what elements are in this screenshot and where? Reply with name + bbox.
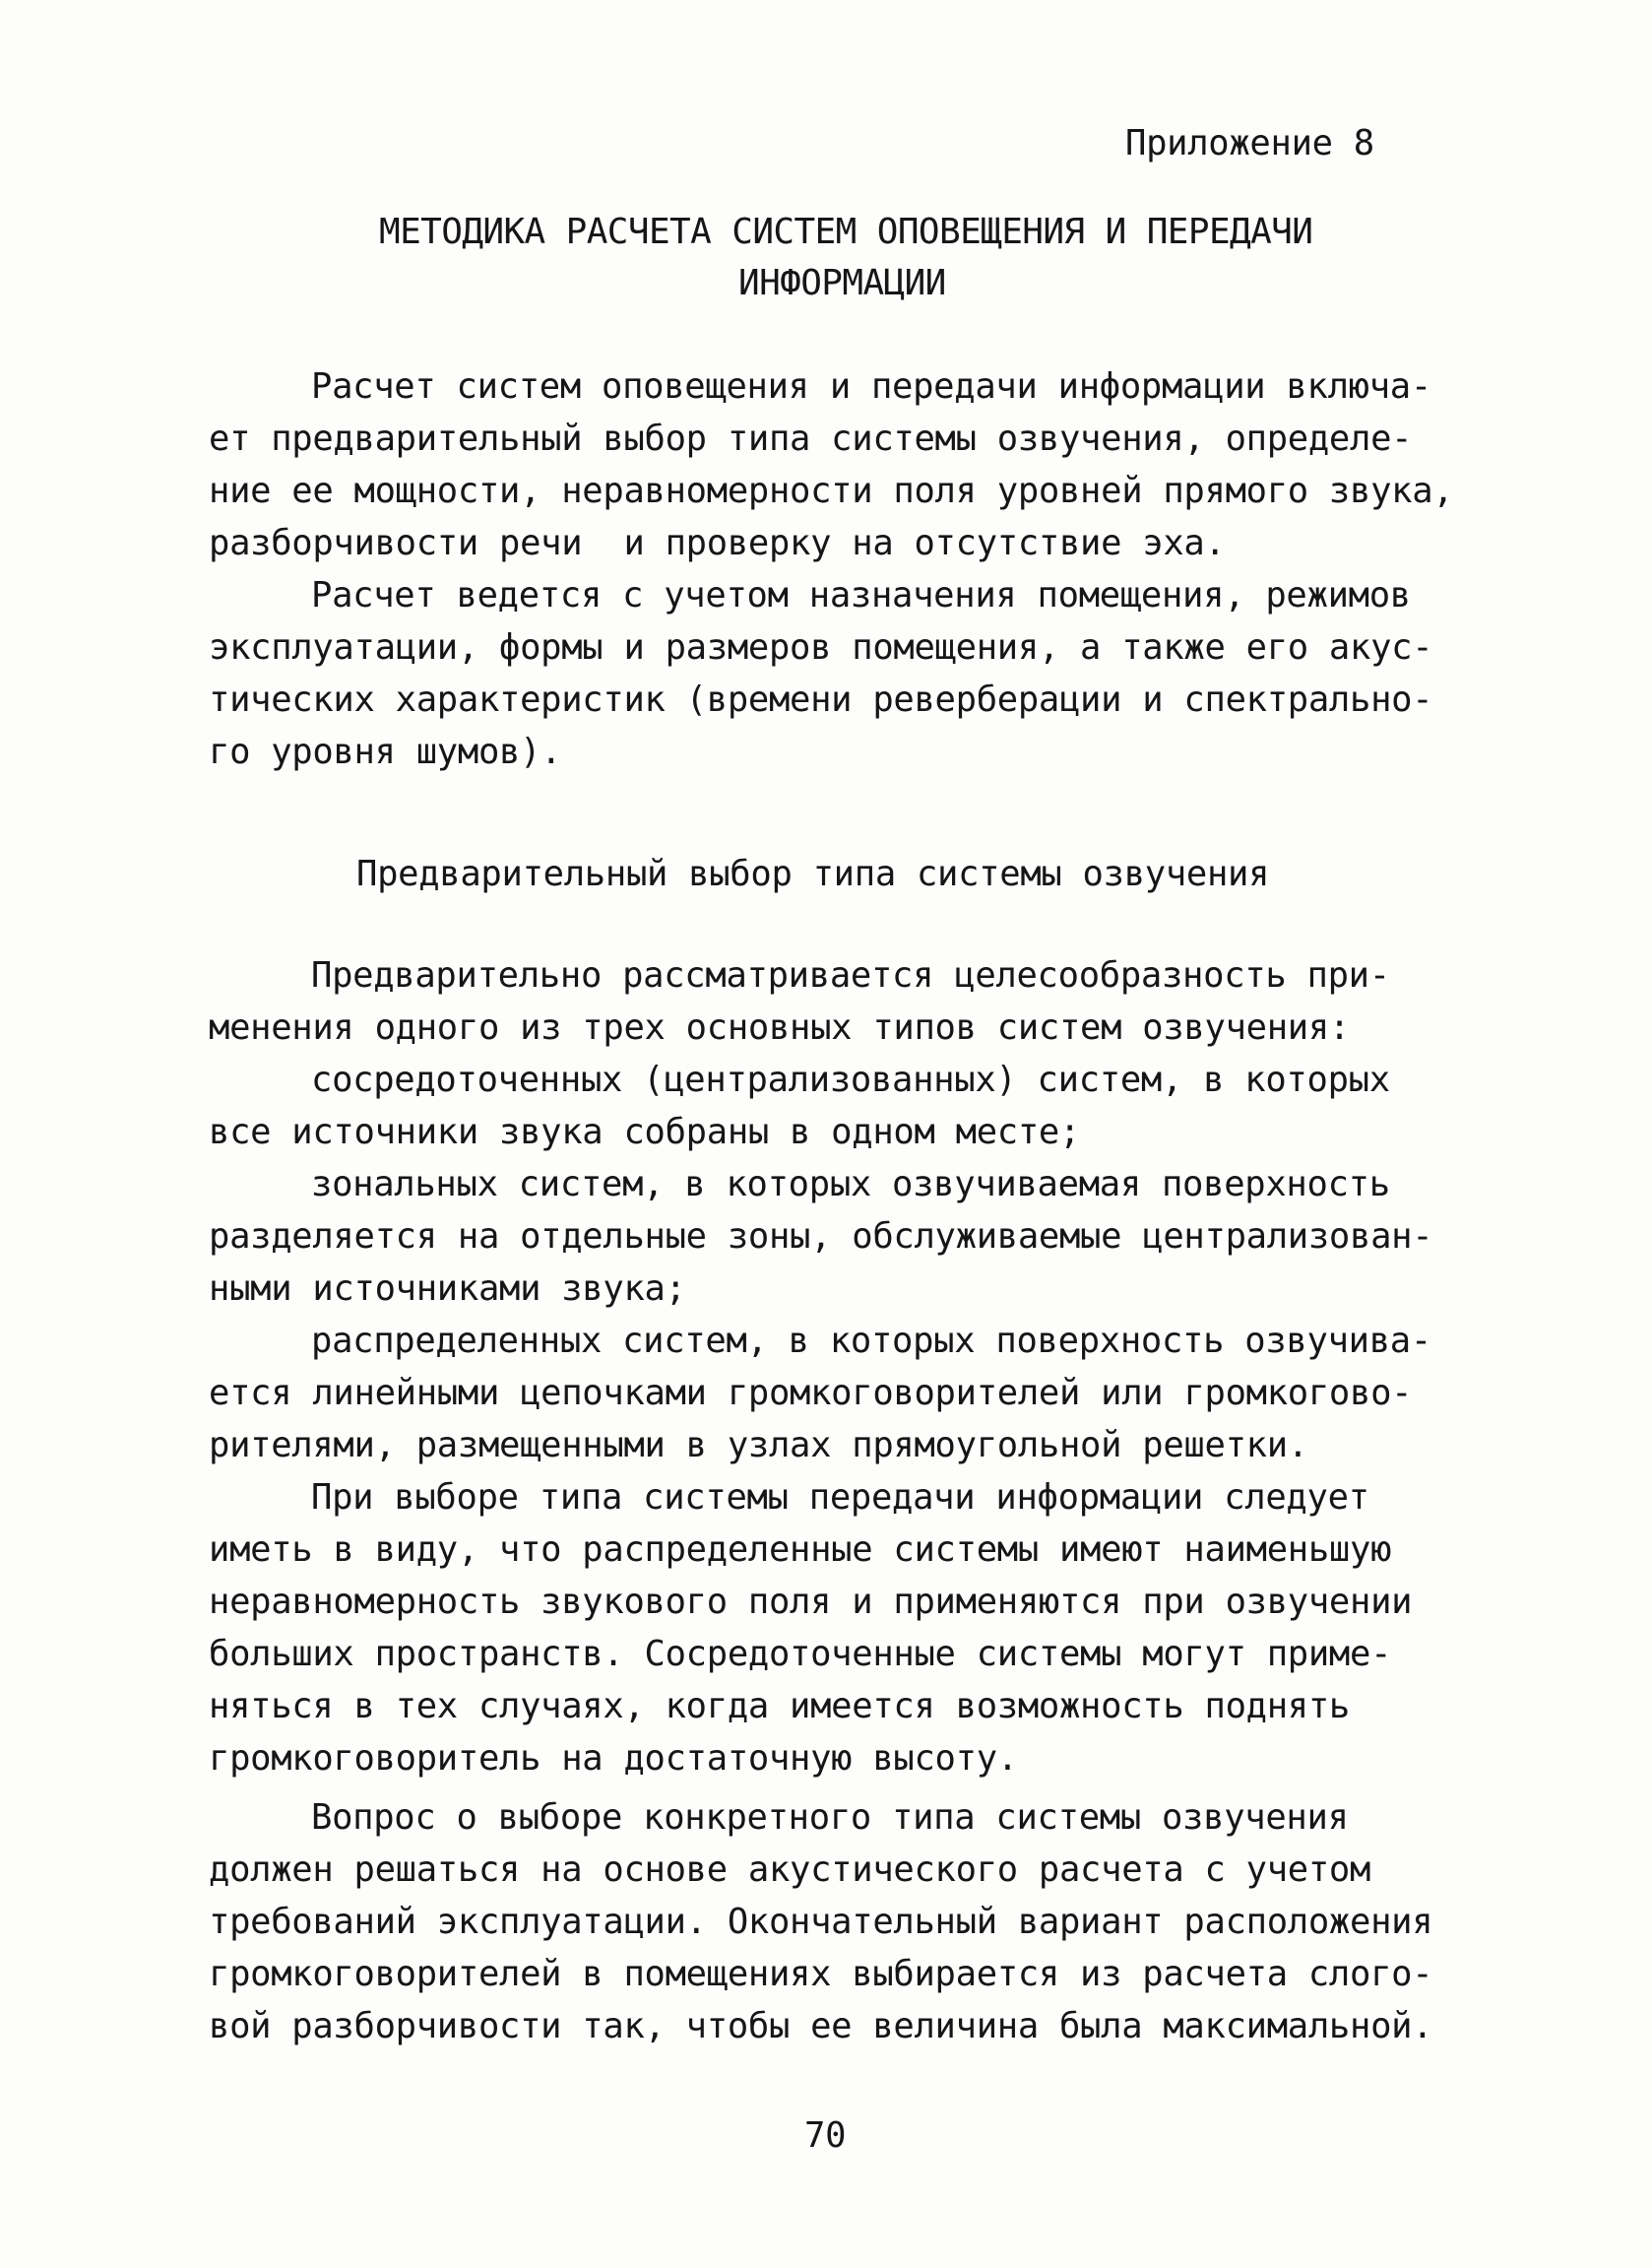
body-line: требований эксплуатации. Окончательный вариант расположения (209, 1902, 1433, 1942)
intro-line: эксплуатации, формы и размеров помещения, а также его акус- (209, 627, 1433, 668)
body-line: иметь в виду, что распределенные системы имеют наименьшую (209, 1529, 1392, 1570)
body-line: няться в тех случаях, когда имеется возможность поднять (209, 1686, 1351, 1726)
document-title-line-1: МЕТОДИКА РАСЧЕТА СИСТЕМ ОПОВЕЩЕНИЯ И ПЕРЕДАЧИ (379, 212, 1313, 252)
body-line: менения одного из трех основных типов систем озвучения: (209, 1007, 1351, 1048)
body-line: сосредоточенных (централизованных) систем, в которых (311, 1060, 1390, 1100)
page-number: 70 (804, 2115, 847, 2156)
body-line: громкоговоритель на достаточную высоту. (209, 1738, 1018, 1779)
intro-line: Расчет систем оповещения и передачи информации включа- (311, 366, 1431, 407)
body-line: громкоговорителей в помещениях выбирается из расчета слого- (209, 1954, 1433, 1994)
body-line: Вопрос о выборе конкретного типа системы озвучения (311, 1797, 1349, 1838)
body-line: вой разборчивости так, чтобы ее величина была максимальной. (209, 2006, 1433, 2046)
intro-line: тических характеристик (времени реверберации и спектрально- (209, 680, 1433, 720)
body-line: ными источниками звука; (209, 1268, 686, 1309)
intro-line: ет предварительный выбор типа системы озвучения, определе- (209, 419, 1413, 459)
body-line: распределенных систем, в которых поверхность озвучива- (311, 1321, 1431, 1361)
intro-line: разборчивости речи и проверку на отсутствие эха. (209, 523, 1226, 563)
body-line: ется линейными цепочками громкоговорителей или громкогово- (209, 1373, 1413, 1413)
intro-line: го уровня шумов). (209, 732, 562, 772)
document-title-line-2: ИНФОРМАЦИИ (738, 263, 946, 303)
body-line: должен решаться на основе акустического расчета с учетом (209, 1849, 1371, 1890)
appendix-label: Приложение 8 (1125, 123, 1374, 163)
body-line: зональных систем, в которых озвучиваемая поверхность (311, 1164, 1390, 1204)
body-line: неравномерность звукового поля и применяются при озвучении (209, 1582, 1413, 1622)
body-line: все источники звука собраны в одном месте; (209, 1112, 1081, 1152)
intro-line: Расчет ведется с учетом назначения помещения, режимов (311, 575, 1411, 616)
body-line: рителями, размещенными в узлах прямоугольной решетки. (209, 1425, 1308, 1465)
intro-line: ние ее мощности, неравномерности поля уровней прямого звука, (209, 471, 1454, 511)
body-line: разделяется на отдельные зоны, обслуживаемые централизован- (209, 1216, 1433, 1257)
body-line: больших пространств. Сосредоточенные системы могут приме- (209, 1634, 1392, 1674)
section-subheading: Предварительный выбор типа системы озвучения (356, 854, 1270, 894)
body-line: Предварительно рассматривается целесообразность при- (311, 955, 1390, 996)
body-line: При выборе типа системы передачи информации следует (311, 1477, 1369, 1518)
